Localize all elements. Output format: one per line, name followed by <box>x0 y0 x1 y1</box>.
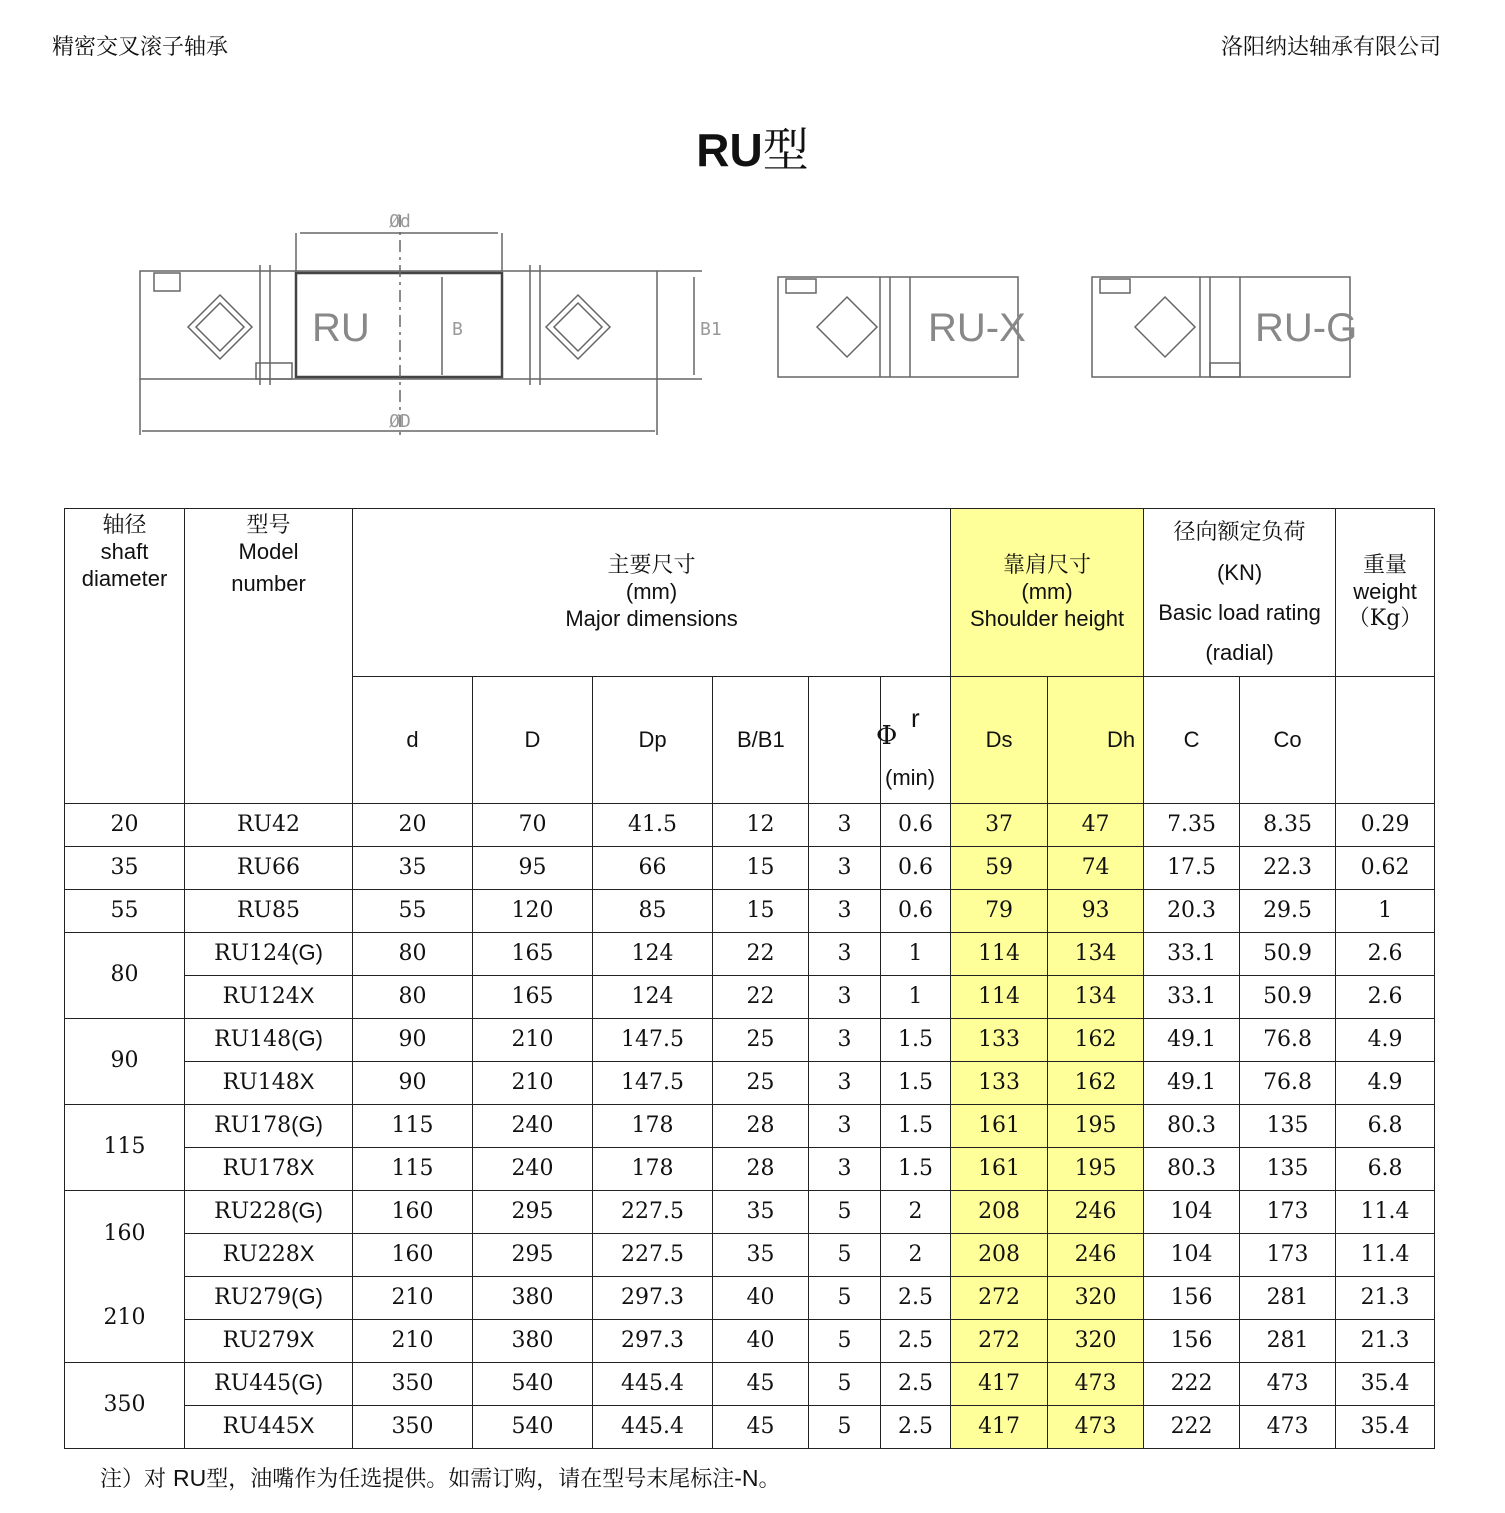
model-cell: RU178(G) <box>185 1105 353 1148</box>
dim-D: ØD <box>389 411 411 432</box>
cell-B: 45 <box>713 1363 809 1406</box>
cell-C: 49.1 <box>1144 1019 1240 1062</box>
cell-r: 1.5 <box>881 1148 951 1191</box>
cell-w: 0.29 <box>1336 804 1435 847</box>
cell-Co: 281 <box>1240 1277 1336 1320</box>
header-right: 洛阳纳达轴承有限公司 <box>1220 35 1441 60</box>
label-ru-x: RU-X <box>928 306 1026 350</box>
model-cell: RU279X <box>185 1320 353 1363</box>
cell-d: 90 <box>353 1019 473 1062</box>
cell-Dh: 162 <box>1048 1019 1144 1062</box>
model-cell: RU42 <box>185 804 353 847</box>
cell-Co: 22.3 <box>1240 847 1336 890</box>
table-row <box>65 1234 1435 1277</box>
sub-Ds: Ds <box>951 677 1048 804</box>
sub-C: C <box>1144 677 1240 804</box>
cell-Dp: 178 <box>593 1148 713 1191</box>
cell-w: 35.4 <box>1336 1406 1435 1449</box>
model-cell: RU178X <box>185 1148 353 1191</box>
cell-D: 540 <box>473 1406 593 1449</box>
cell-d: 80 <box>353 933 473 976</box>
cell-Dh: 246 <box>1048 1191 1144 1234</box>
cell-B: 12 <box>713 804 809 847</box>
sub-Dp: Dp <box>593 677 713 804</box>
cell-r: 2 <box>881 1191 951 1234</box>
shaft-cell: 35 <box>65 847 185 890</box>
ru-outline <box>140 271 657 379</box>
cell-phi: 3 <box>809 890 881 933</box>
cell-w: 21.3 <box>1336 1277 1435 1320</box>
cell-phi: 3 <box>809 1019 881 1062</box>
cell-D: 295 <box>473 1234 593 1277</box>
cell-d: 160 <box>353 1191 473 1234</box>
cell-Dh: 47 <box>1048 804 1144 847</box>
model-cell: RU445X <box>185 1406 353 1449</box>
cell-Co: 76.8 <box>1240 1019 1336 1062</box>
cell-B: 28 <box>713 1105 809 1148</box>
cell-r: 2.5 <box>881 1320 951 1363</box>
cell-Dh: 473 <box>1048 1363 1144 1406</box>
cell-Ds: 208 <box>951 1191 1048 1234</box>
cell-C: 104 <box>1144 1191 1240 1234</box>
cell-Dh: 320 <box>1048 1277 1144 1320</box>
cell-Dh: 134 <box>1048 976 1144 1019</box>
cell-C: 7.35 <box>1144 804 1240 847</box>
cell-Dp: 66 <box>593 847 713 890</box>
head-model: 型号 Model number <box>185 509 353 804</box>
cell-w: 2.6 <box>1336 976 1435 1019</box>
cell-B: 22 <box>713 933 809 976</box>
model-cell: RU148X <box>185 1062 353 1105</box>
cell-D: 120 <box>473 890 593 933</box>
sub-phi-r: Φ r (min) <box>881 677 951 804</box>
cell-d: 350 <box>353 1406 473 1449</box>
cell-d: 35 <box>353 847 473 890</box>
cell-B: 25 <box>713 1062 809 1105</box>
table-row <box>65 890 1435 933</box>
cell-d: 55 <box>353 890 473 933</box>
cell-C: 80.3 <box>1144 1148 1240 1191</box>
cell-d: 160 <box>353 1234 473 1277</box>
cell-w: 4.9 <box>1336 1062 1435 1105</box>
cell-d: 90 <box>353 1062 473 1105</box>
shaft-cell: 115 <box>65 1105 185 1191</box>
cell-C: 156 <box>1144 1320 1240 1363</box>
cell-Co: 173 <box>1240 1234 1336 1277</box>
cell-Dh: 162 <box>1048 1062 1144 1105</box>
cell-phi: 5 <box>809 1234 881 1277</box>
dim-B1: B1 <box>700 319 722 340</box>
cell-Ds: 161 <box>951 1148 1048 1191</box>
cell-phi: 3 <box>809 804 881 847</box>
cell-Ds: 37 <box>951 804 1048 847</box>
table-row <box>65 976 1435 1019</box>
cell-Ds: 272 <box>951 1320 1048 1363</box>
cell-Ds: 114 <box>951 976 1048 1019</box>
head-weight: 重量 weight （Kg） <box>1336 509 1435 677</box>
cell-phi: 5 <box>809 1191 881 1234</box>
cell-B: 35 <box>713 1234 809 1277</box>
cell-Ds: 417 <box>951 1406 1048 1449</box>
model-cell: RU148(G) <box>185 1019 353 1062</box>
cell-Dp: 227.5 <box>593 1191 713 1234</box>
cell-Ds: 161 <box>951 1105 1048 1148</box>
cell-r: 2.5 <box>881 1363 951 1406</box>
cell-Dh: 195 <box>1048 1105 1144 1148</box>
table-row <box>65 1105 1435 1148</box>
cell-D: 165 <box>473 976 593 1019</box>
cell-D: 95 <box>473 847 593 890</box>
table-row <box>65 804 1435 847</box>
cell-Co: 135 <box>1240 1105 1336 1148</box>
cell-Dh: 134 <box>1048 933 1144 976</box>
sub-D: D <box>473 677 593 804</box>
label-ru-g: RU-G <box>1255 306 1358 350</box>
cell-d: 115 <box>353 1148 473 1191</box>
table-row <box>65 933 1435 976</box>
sub-blank <box>809 677 881 804</box>
cell-Dh: 74 <box>1048 847 1144 890</box>
cell-d: 210 <box>353 1320 473 1363</box>
cell-C: 80.3 <box>1144 1105 1240 1148</box>
label-ru: RU <box>312 306 370 350</box>
cell-d: 20 <box>353 804 473 847</box>
page-title <box>0 114 1505 180</box>
cell-B: 40 <box>713 1277 809 1320</box>
roller-x-icon <box>817 297 877 357</box>
model-cell: RU279(G) <box>185 1277 353 1320</box>
cell-phi: 3 <box>809 847 881 890</box>
cell-D: 210 <box>473 1062 593 1105</box>
cell-r: 1 <box>881 976 951 1019</box>
roller-left-icon <box>188 295 252 359</box>
cell-Dp: 445.4 <box>593 1363 713 1406</box>
cell-Co: 173 <box>1240 1191 1336 1234</box>
model-cell: RU228(G) <box>185 1191 353 1234</box>
shaft-cell: 90 <box>65 1019 185 1105</box>
cell-C: 104 <box>1144 1234 1240 1277</box>
cell-B: 15 <box>713 890 809 933</box>
cell-d: 210 <box>353 1277 473 1320</box>
table-row <box>65 1062 1435 1105</box>
table-row <box>65 1363 1435 1406</box>
cell-Dp: 124 <box>593 933 713 976</box>
cell-d: 80 <box>353 976 473 1019</box>
cell-w: 1 <box>1336 890 1435 933</box>
cell-Co: 29.5 <box>1240 890 1336 933</box>
cell-phi: 3 <box>809 1148 881 1191</box>
cell-Dp: 85 <box>593 890 713 933</box>
cell-D: 210 <box>473 1019 593 1062</box>
cell-C: 17.5 <box>1144 847 1240 890</box>
model-cell: RU85 <box>185 890 353 933</box>
cell-phi: 5 <box>809 1363 881 1406</box>
table-row <box>65 1320 1435 1363</box>
cell-r: 1.5 <box>881 1062 951 1105</box>
cell-Dp: 147.5 <box>593 1019 713 1062</box>
cell-Dp: 124 <box>593 976 713 1019</box>
roller-right-icon <box>546 295 610 359</box>
table-row <box>65 1191 1435 1234</box>
sub-Dh: Dh <box>1048 677 1144 804</box>
dim-B: B <box>452 319 463 340</box>
cell-Co: 281 <box>1240 1320 1336 1363</box>
cell-r: 1.5 <box>881 1105 951 1148</box>
cell-B: 28 <box>713 1148 809 1191</box>
model-cell: RU228X <box>185 1234 353 1277</box>
cell-B: 25 <box>713 1019 809 1062</box>
shaft-cell: 350 <box>65 1363 185 1449</box>
cell-Ds: 417 <box>951 1363 1048 1406</box>
cell-C: 20.3 <box>1144 890 1240 933</box>
cell-Dp: 297.3 <box>593 1277 713 1320</box>
cell-Ds: 133 <box>951 1019 1048 1062</box>
cell-phi: 5 <box>809 1277 881 1320</box>
cell-Dp: 41.5 <box>593 804 713 847</box>
cell-B: 15 <box>713 847 809 890</box>
title-suffix: 型 <box>762 123 809 177</box>
cell-B: 45 <box>713 1406 809 1449</box>
sub-B: B/B1 <box>713 677 809 804</box>
cell-Ds: 208 <box>951 1234 1048 1277</box>
head-major: 主要尺寸 (mm) Major dimensions <box>353 509 951 677</box>
cell-B: 35 <box>713 1191 809 1234</box>
cell-phi: 3 <box>809 933 881 976</box>
cell-Co: 50.9 <box>1240 933 1336 976</box>
cell-Ds: 272 <box>951 1277 1048 1320</box>
shaft-cell: 80 <box>65 933 185 1019</box>
cell-Co: 135 <box>1240 1148 1336 1191</box>
cell-C: 156 <box>1144 1277 1240 1320</box>
table-row <box>65 847 1435 890</box>
cell-Dp: 147.5 <box>593 1062 713 1105</box>
cell-D: 380 <box>473 1320 593 1363</box>
cell-D: 70 <box>473 804 593 847</box>
cell-phi: 3 <box>809 976 881 1019</box>
title-main: RU <box>696 124 763 176</box>
head-shoulder: 靠肩尺寸 (mm) Shoulder height <box>951 509 1144 677</box>
table-row <box>65 1019 1435 1062</box>
cell-C: 33.1 <box>1144 976 1240 1019</box>
bearing-drawing <box>110 205 1370 450</box>
cell-Co: 50.9 <box>1240 976 1336 1019</box>
cell-Dh: 246 <box>1048 1234 1144 1277</box>
header-left: 精密交叉滚子轴承 <box>52 35 229 60</box>
cell-w: 4.9 <box>1336 1019 1435 1062</box>
cell-w: 11.4 <box>1336 1234 1435 1277</box>
roller-g-icon <box>1135 297 1195 357</box>
cell-Ds: 59 <box>951 847 1048 890</box>
cell-Co: 473 <box>1240 1363 1336 1406</box>
cell-B: 22 <box>713 976 809 1019</box>
cell-d: 350 <box>353 1363 473 1406</box>
cell-w: 21.3 <box>1336 1320 1435 1363</box>
cell-Dh: 195 <box>1048 1148 1144 1191</box>
cell-phi: 3 <box>809 1105 881 1148</box>
cell-C: 33.1 <box>1144 933 1240 976</box>
cell-D: 240 <box>473 1148 593 1191</box>
cell-phi: 3 <box>809 1062 881 1105</box>
cell-C: 222 <box>1144 1406 1240 1449</box>
cell-r: 1.5 <box>881 1019 951 1062</box>
shaft-cell: 55 <box>65 890 185 933</box>
cell-d: 115 <box>353 1105 473 1148</box>
cell-r: 0.6 <box>881 890 951 933</box>
cell-Ds: 114 <box>951 933 1048 976</box>
cell-r: 0.6 <box>881 847 951 890</box>
footnote: 注）对 RU型，油嘴作为任选提供。如需订购，请在型号末尾标注-N。 <box>100 1465 781 1492</box>
sub-d: d <box>353 677 473 804</box>
model-cell: RU124(G) <box>185 933 353 976</box>
sub-weight-blank <box>1336 677 1435 804</box>
dim-d: Ød <box>389 211 411 232</box>
model-cell: RU66 <box>185 847 353 890</box>
table-row <box>65 1148 1435 1191</box>
cell-B: 40 <box>713 1320 809 1363</box>
cell-w: 11.4 <box>1336 1191 1435 1234</box>
cell-Dp: 227.5 <box>593 1234 713 1277</box>
shaft-cell: 20 <box>65 804 185 847</box>
head-shaft: 轴径 shaft diameter <box>65 509 185 804</box>
cell-Dh: 93 <box>1048 890 1144 933</box>
cell-r: 2 <box>881 1234 951 1277</box>
cell-phi: 5 <box>809 1406 881 1449</box>
cell-w: 0.62 <box>1336 847 1435 890</box>
cell-Dh: 320 <box>1048 1320 1144 1363</box>
cell-Co: 473 <box>1240 1406 1336 1449</box>
cell-D: 165 <box>473 933 593 976</box>
cell-r: 0.6 <box>881 804 951 847</box>
cell-w: 2.6 <box>1336 933 1435 976</box>
cell-C: 49.1 <box>1144 1062 1240 1105</box>
spec-table <box>64 508 1435 1449</box>
cell-Co: 8.35 <box>1240 804 1336 847</box>
cell-C: 222 <box>1144 1363 1240 1406</box>
cell-Dp: 445.4 <box>593 1406 713 1449</box>
cell-Dh: 473 <box>1048 1406 1144 1449</box>
cell-r: 2.5 <box>881 1406 951 1449</box>
cell-Dp: 297.3 <box>593 1320 713 1363</box>
cell-w: 6.8 <box>1336 1148 1435 1191</box>
cell-w: 6.8 <box>1336 1105 1435 1148</box>
head-load: 径向额定负荷 (KN) Basic load rating (radial) <box>1144 509 1336 677</box>
table-row <box>65 1406 1435 1449</box>
model-cell: RU445(G) <box>185 1363 353 1406</box>
table-row <box>65 1277 1435 1320</box>
cell-D: 540 <box>473 1363 593 1406</box>
shaft-cell: 160 210 <box>65 1191 185 1363</box>
cell-Ds: 79 <box>951 890 1048 933</box>
cell-phi: 5 <box>809 1320 881 1363</box>
cell-r: 1 <box>881 933 951 976</box>
cell-D: 295 <box>473 1191 593 1234</box>
cell-Ds: 133 <box>951 1062 1048 1105</box>
cell-r: 2.5 <box>881 1277 951 1320</box>
cell-Dp: 178 <box>593 1105 713 1148</box>
sub-Co: Co <box>1240 677 1336 804</box>
cell-Co: 76.8 <box>1240 1062 1336 1105</box>
cell-D: 240 <box>473 1105 593 1148</box>
model-cell: RU124X <box>185 976 353 1019</box>
cell-D: 380 <box>473 1277 593 1320</box>
cell-w: 35.4 <box>1336 1363 1435 1406</box>
